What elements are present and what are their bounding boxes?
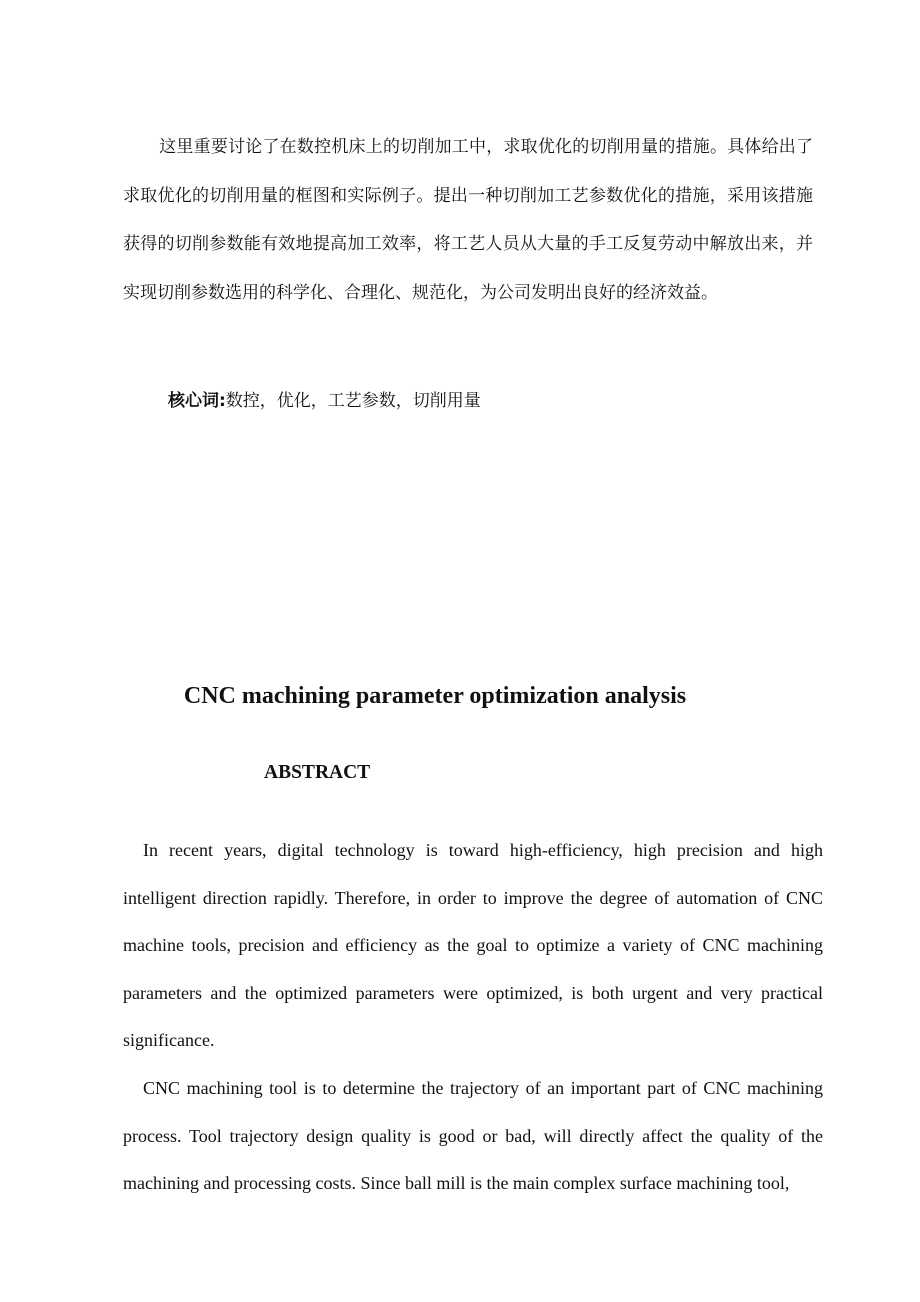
- english-paragraph-1-text: In recent years, digital technology is toward high-efficiency, high precision and high intelligent direction rapidly. Therefore, in order to improve the degree of automation of CNC machine tools, precision and efficiency as the goal to optimize a variety of CNC machining parameters and the optimized parameters were optimized, is both urgent and very practical significance.: [123, 840, 823, 1050]
- abstract-heading: ABSTRACT: [264, 762, 371, 783]
- chinese-keywords-line: [168, 386, 481, 416]
- english-paragraph-1: [123, 827, 823, 1065]
- keywords-label: 核心词:: [168, 391, 226, 411]
- keywords-text: 数控，优化，工艺参数，切削用量: [225, 391, 481, 411]
- chinese-abstract-paragraph: [123, 123, 813, 317]
- english-title: CNC machining parameter optimization analysis: [183, 683, 687, 709]
- english-paragraph-2: [123, 1065, 823, 1208]
- chinese-abstract-text: 这里重要讨论了在数控机床上的切削加工中，求取优化的切削用量的措施。具体给出了求取优化的切削用量的框图和实际例子。提出一种切削加工艺参数优化的措施，采用该措施获得的切削参数能有效地提高加工效率，将工艺人员从大量的手工反复劳动中解放出来，并实现切削参数选用的科学化、合理化、规范化，为公司发明出良好的经济效益。: [123, 137, 813, 303]
- english-paragraph-2-text: CNC machining tool is to determine the trajectory of an important part of CNC machining process. Tool trajectory design quality is good or bad, will directly affect the quality of the machining and processing costs. Since ball mill is the main complex surface machining tool,: [123, 1078, 823, 1193]
